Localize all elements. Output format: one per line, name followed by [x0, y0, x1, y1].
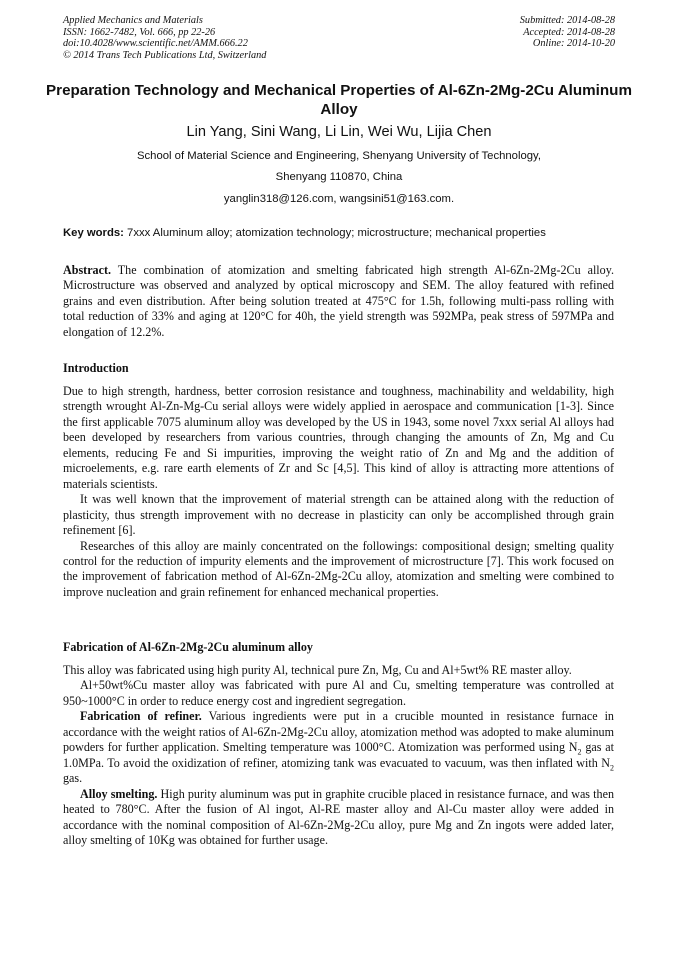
submission-dates — [520, 15, 615, 50]
online-date: Online: 2014-10-20 — [532, 38, 615, 50]
refiner-text-a: Various ingredients were put in a crucible mounted in resistance furnace in accordance with the weight ratios of Al-6Zn-2Mg-2Cu alloy, atomization method was adopted to make aluminum powders for further application. Smelting temperature was 1000°C. Atomization was performed using N — [63, 709, 614, 755]
journal-info — [63, 15, 266, 61]
fabrication-body — [63, 663, 614, 848]
author-list: Lin Yang, Sini Wang, Li Lin, Wei Wu, Lijia Chen — [186, 124, 492, 140]
refiner-paragraph — [63, 709, 614, 786]
intro-paragraph-1: Due to high strength, hardness, better corrosion resistance and toughness, machinability and weldability, high strength wrought Al-Zn-Mg-Cu serial alloys were widely applied in aerospace and communication [1-3]. Since the first applicable 7075 aluminum alloy was developed by the US in 1943, some novel 7xxx serial Al alloys had been developed by researchers from various countries, through changing the amounts of Zn, Mg and Cu elements, reducing Fe and Si impurities, improving the weight ratio of Zn and Mg and the addition of microelements, e.g. rare earth elements of Zr and Sc [4,5]. This kind of alloy is attracting more attentions of materials scientists. — [63, 384, 614, 491]
journal-doi: doi:10.4028/www.scientific.net/AMM.666.22 — [63, 38, 248, 50]
keywords-text: 7xxx Aluminum alloy; atomization technology; microstructure; mechanical properties — [127, 227, 546, 239]
fabrication-heading: Fabrication of Al-6Zn-2Mg-2Cu aluminum alloy — [63, 640, 313, 654]
fabrication-paragraph-2: Al+50wt%Cu master alloy was fabricated with pure Al and Cu, smelting temperature was controlled at 950~1000°C in order to reduce energy cost and ingredient segregation. — [63, 678, 614, 708]
refiner-text-c: gas. — [63, 771, 83, 786]
paper-title: Preparation Technology and Mechanical Properties of Al-6Zn-2Mg-2Cu Aluminum Alloy — [46, 82, 632, 118]
smelting-label: Alloy smelting. — [80, 786, 158, 801]
introduction-body — [63, 384, 614, 600]
affiliation-line-2: Shenyang 110870, China — [275, 171, 403, 183]
abstract-text: The combination of atomization and smelting fabricated high strength Al-6Zn-2Mg-2Cu alloy. Microstructure was observed and analyzed by optical microscopy and SEM. The alloy featured with refined grains and even distribution. After being solution treated at 475°C for 1.5h, following multi-pass rolling with total reduction of 33% and aging at 120°C for 40h, the yield strength was 592MPa, peak stress of 597MPa and elongation of 12.2%. — [63, 263, 614, 339]
journal-name: Applied Mechanics and Materials — [63, 15, 203, 26]
refiner-subscript-1: 2 — [577, 747, 582, 757]
refiner-text-b: gas at 1.0MPa. To avoid the oxidization of refiner, atomizing tank was evacuated to vacuum, was then inflated with N — [63, 740, 614, 770]
intro-paragraph-2: It was well known that the improvement of material strength can be attained along with the reduction of plasticity, thus strength improvement with no decrease in plasticity can only be accomplished through grain refinement [6]. — [63, 492, 614, 538]
smelting-paragraph — [63, 787, 614, 849]
fabrication-paragraph-1: This alloy was fabricated using high purity Al, technical pure Zn, Mg, Cu and Al+5wt% RE master alloy. — [63, 663, 572, 677]
intro-paragraph-3: Researches of this alloy are mainly concentrated on the followings: compositional design; smelting quality control for the reduction of impurity elements and the improvement of microstructure [7]. This work focused on the improvement of fabrication method of Al-6Zn-2Mg-2Cu alloy, atomization and smelting were combined to improve nucleation and grain refinement for enhanced mechanical properties. — [63, 538, 614, 599]
introduction-heading: Introduction — [63, 361, 129, 375]
refiner-subscript-2: 2 — [610, 763, 614, 773]
journal-issn: ISSN: 1662-7482, Vol. 666, pp 22-26 — [63, 26, 216, 38]
keywords-label: Key words: — [63, 227, 124, 239]
keywords — [63, 227, 546, 239]
author-emails: yanglin318@126.com, wangsini51@163.com. — [223, 193, 455, 205]
abstract-label: Abstract. — [63, 263, 112, 277]
submitted-date: Submitted: 2014-08-28 — [519, 15, 615, 26]
accepted-date: Accepted: 2014-08-28 — [523, 26, 615, 38]
affiliation-line-1: School of Material Science and Engineering, Shenyang University of Technology, — [136, 150, 541, 162]
abstract — [63, 263, 614, 340]
refiner-label: Fabrication of refiner. — [80, 709, 202, 724]
journal-copyright: © 2014 Trans Tech Publications Ltd, Switzerland — [63, 49, 267, 61]
smelting-text: High purity aluminum was put in graphite crucible placed in resistance furnace, and was then heated to 780°C. After the fusion of Al ingot, Al-RE master alloy and Al-Cu master alloy were added in accordance with the nominal composition of Al-6Zn-2Mg-2Cu alloy, pure Mg and Zn ingots were added later, alloy smelting of 10Kg was obtained for further usage. — [63, 786, 614, 847]
